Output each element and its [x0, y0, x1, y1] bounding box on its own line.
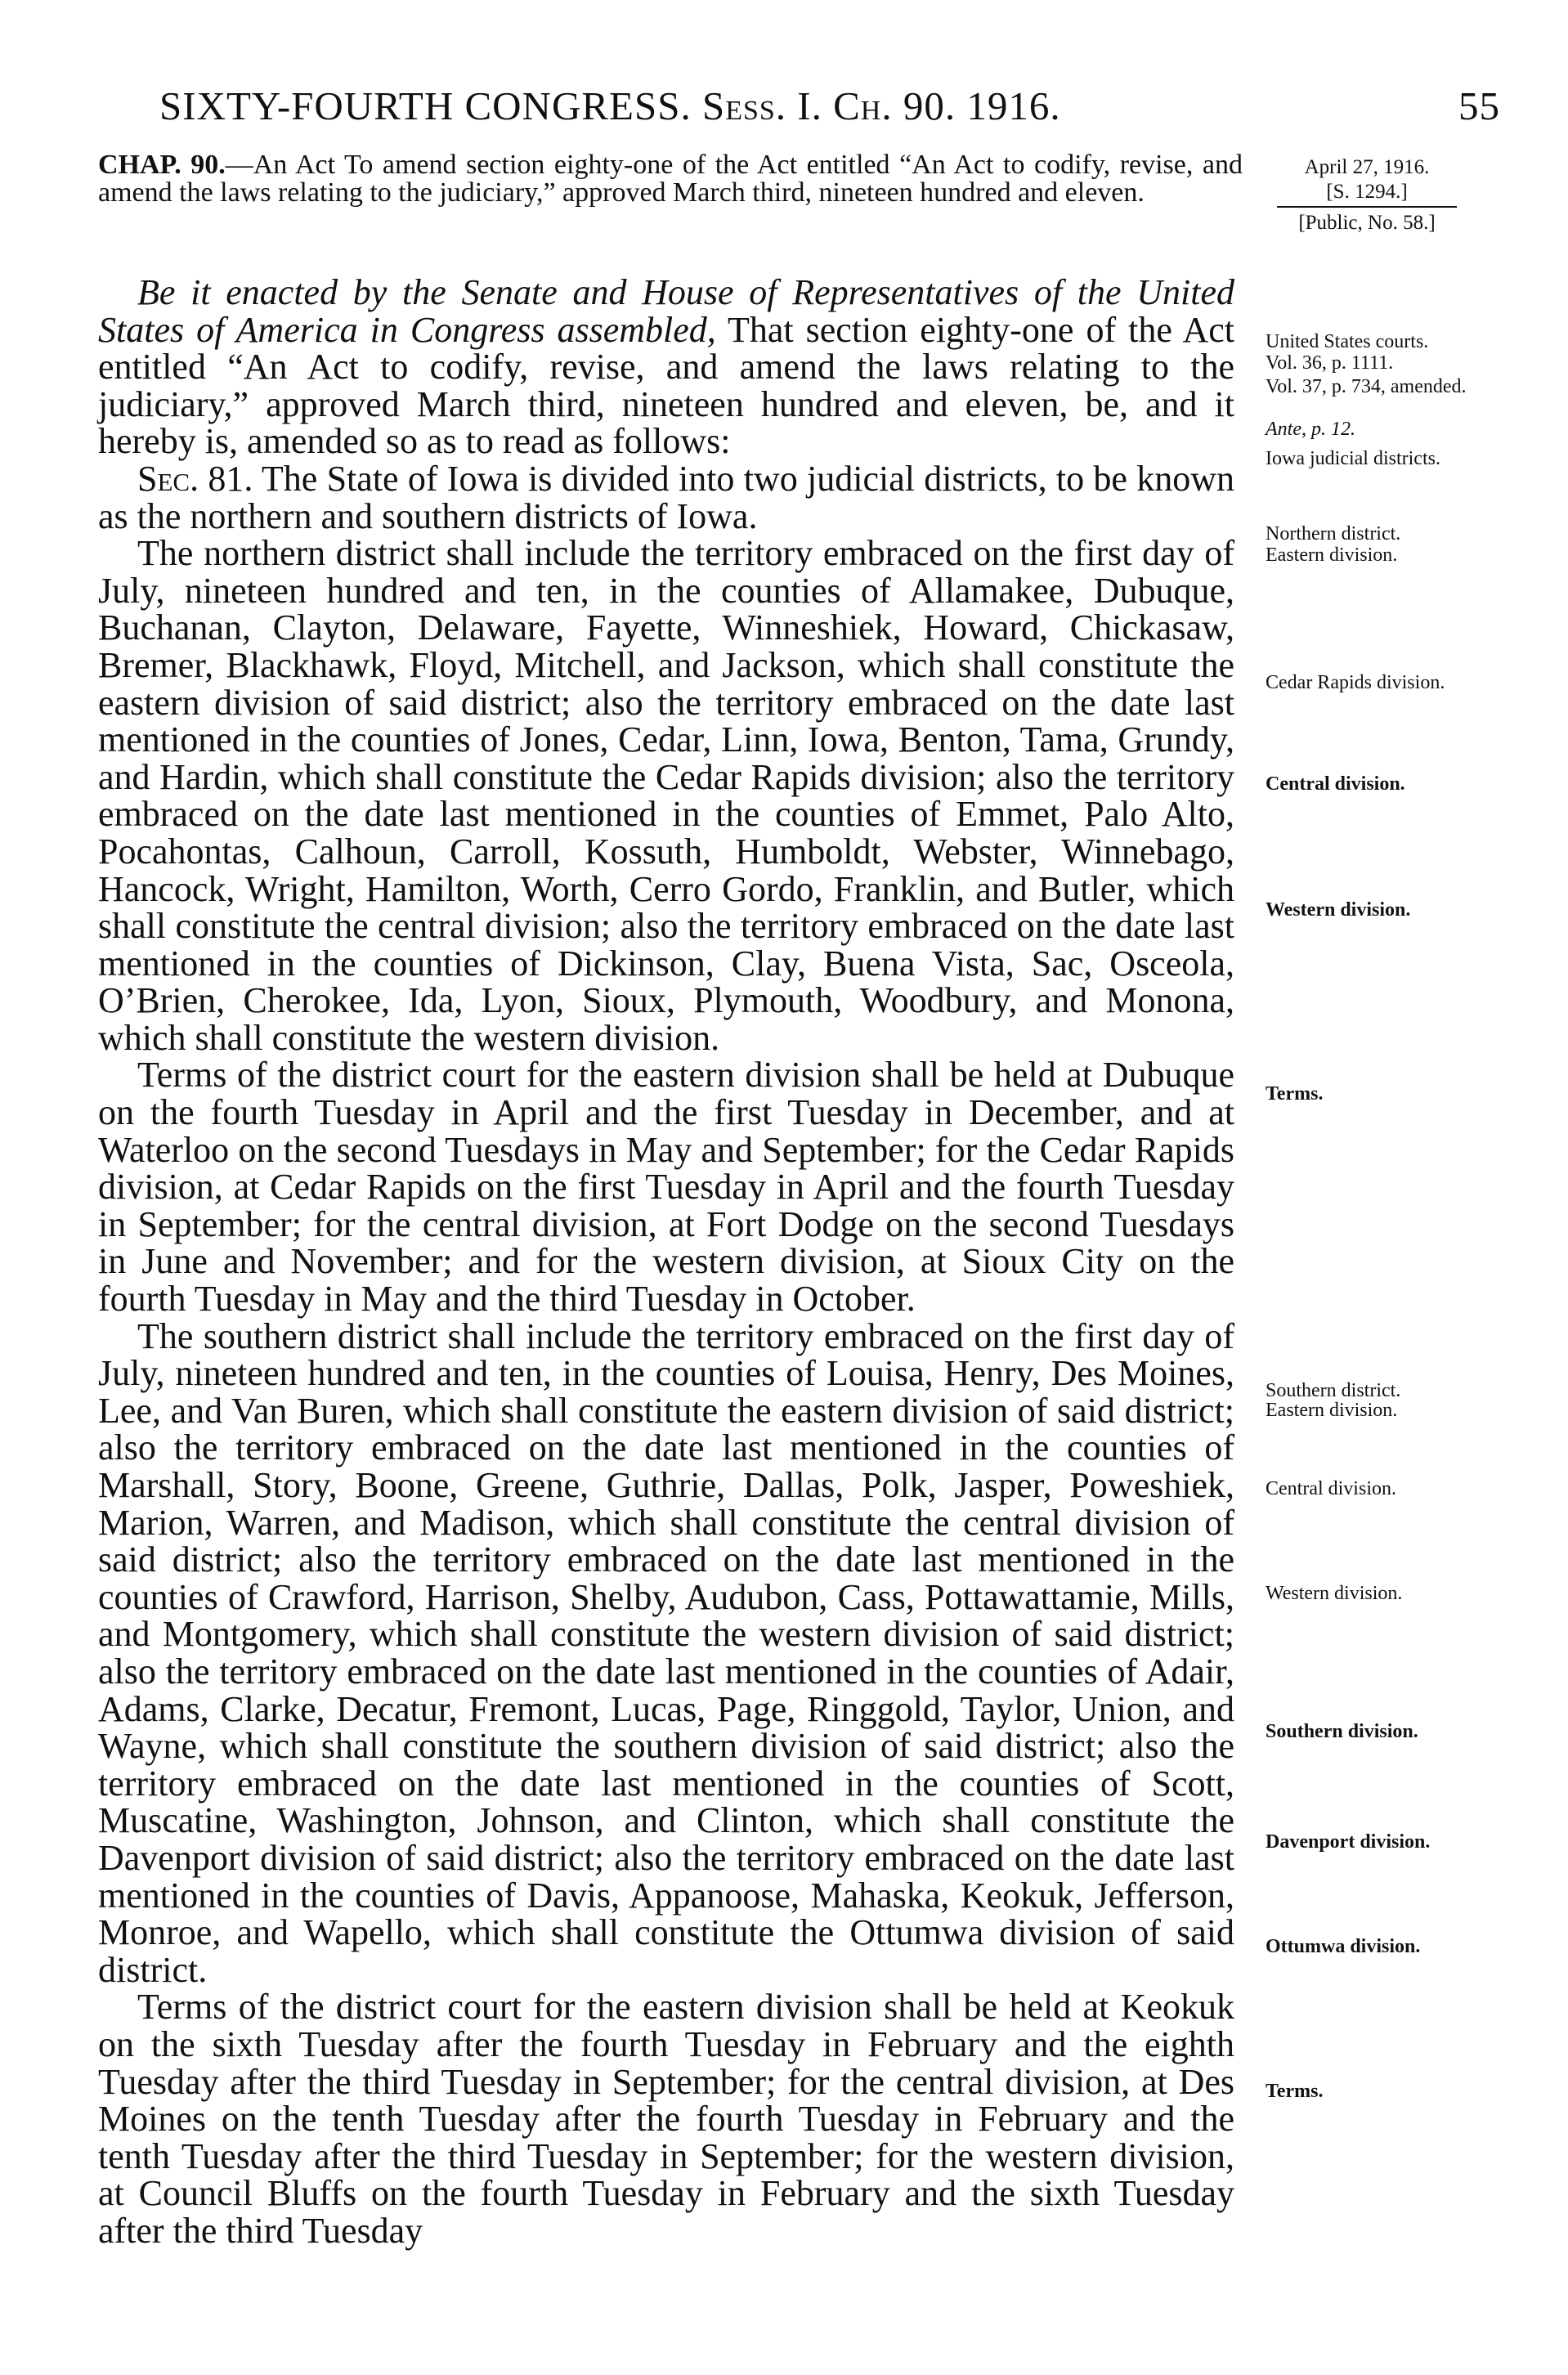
margin-note: Central division.	[1266, 773, 1405, 795]
chapter-title: —An Act To amend section eighty-one of the Act entitled “An Act to codify, revise, and amend the laws relating to the judiciary,” approved March third, nineteen hundred and eleven.	[98, 150, 1243, 208]
running-head-year: 1916.	[956, 83, 1061, 128]
chapter-sidenote	[1277, 155, 1457, 235]
chapter-bill: [S. 1294.]	[1326, 181, 1408, 203]
margin-note: Southern division.	[1266, 1721, 1418, 1742]
paragraph-northern-district: The northern district shall include the territory embraced on the first day of July, nineteen hundred and ten, in the counties of Allamakee, Dubuque, Buchanan, Clayton, Delaware, Fayette, Winneshiek, Howard, Chickasaw, Bremer, Blackhawk, Floyd, Mitchell, and Jackson, which shall constitute the eastern division of said district; also the territory embraced on the date last mentioned in the counties of Jones, Cedar, Linn, Iowa, Benton, Tama, Grundy, and Hardin, which shall constitute the Cedar Rapids division; also the territory embraced on the date last mentioned in the counties of Emmet, Palo Alto, Pocahontas, Calhoun, Carroll, Kossuth, Humboldt, Webster, Winnebago, Hancock, Wright, Hamilton, Worth, Cerro Gordo, Franklin, and Butler, which shall constitute the central division; also the territory embraced on the date last mentioned in the counties of Dickinson, Clay, Buena Vista, Sac, Osceola, O’Brien, Cherokee, Ida, Lyon, Sioux, Plymouth, Woodbury, and Monona, which shall constitute the western division.	[98, 533, 1234, 1058]
margin-note: Iowa judicial districts.	[1266, 448, 1440, 469]
enacting-clause-italic: Be it enacted by the Senate and House of Representatives of the United States of America in Congress assembled,	[98, 272, 1234, 350]
margin-note: Vol. 36, p. 1111.	[1266, 352, 1394, 374]
margin-note: Southern district.	[1266, 1380, 1401, 1401]
paragraph-southern-district: The southern district shall include the territory embraced on the first day of July, nineteen hundred and ten, in the counties of Louisa, Henry, Des Moines, Lee, and Van Buren, which shall constitute the eastern division of said district; also the territory embraced on the date last mentioned in the counties of Marshall, Story, Boone, Greene, Guthrie, Dallas, Polk, Jasper, Poweshiek, Marion, Warren, and Madison, which shall constitute the central division of said district; also the territory embraced on the date last mentioned in the counties of Crawford, Harrison, Shelby, Audubon, Cass, Pottawattamie, Mills, and Montgomery, which shall constitute the western division of said district; also the territory embraced on the date last mentioned in the counties of Adair, Adams, Clarke, Decatur, Fremont, Lucas, Page, Ringgold, Taylor, Union, and Wayne, which shall constitute the southern division of said district; also the territory embraced on the date last mentioned in the counties of Scott, Muscatine, Washington, Johnson, and Clinton, which shall constitute the Davenport division of said district; also the territory embraced on the date last mentioned in the counties of Davis, Appanoose, Mahaska, Keokuk, Jefferson, Monroe, and Wapello, which shall constitute the Ottumwa division of said district.	[98, 1315, 1234, 1990]
chapter-date: April 27, 1916.	[1304, 156, 1430, 178]
page-number: 55	[1458, 83, 1500, 128]
margin-note: Davenport division.	[1266, 1831, 1431, 1853]
section-label: Sec. 81.	[137, 458, 253, 499]
margin-note: Terms.	[1266, 2081, 1324, 2102]
section-81	[98, 460, 1234, 535]
running-head-session: Sess. I. Ch. 90.	[701, 83, 956, 128]
running-head	[159, 82, 1500, 131]
margin-note: United States courts.	[1266, 331, 1429, 352]
chapter-rule	[1277, 206, 1457, 208]
paragraph-terms-southern: Terms of the district court for the eastern division shall be held at Keokuk on the sixth Tuesday after the fourth Tuesday in February and the eighth Tuesday after the third Tuesday in September; for the central division, at Des Moines on the tenth Tuesday after the fourth Tuesday in February and the tenth Tuesday after the third Tuesday in September; for the western division, at Council Bluffs on the fourth Tuesday in February and the sixth Tuesday after the third Tuesday	[98, 1987, 1234, 2251]
chapter-label: CHAP. 90.	[98, 150, 226, 180]
margin-note: Eastern division.	[1266, 544, 1398, 566]
margin-note: Northern district.	[1266, 523, 1401, 544]
margin-note: Ottumwa division.	[1266, 1936, 1421, 1957]
chapter-heading	[98, 151, 1243, 207]
margin-note: Terms.	[1266, 1083, 1324, 1105]
enacting-clause-text: That section eighty-one of the Act entitled “An Act to codify, revise, and amend the laws relating to the judiciary,” approved March third, nineteen hundred and eleven, be, and it hereby is, amended so as to read as follows:	[98, 309, 1234, 462]
margin-note: Cedar Rapids division.	[1266, 672, 1445, 693]
chapter-public-law: [Public, No. 58.]	[1298, 212, 1436, 234]
section-text: The State of Iowa is divided into two judicial districts, to be known as the northern and southern districts of Iowa.	[98, 458, 1234, 536]
margin-note: Western division.	[1266, 899, 1411, 921]
margin-note: Vol. 37, p. 734, amended.	[1266, 376, 1467, 397]
margin-note: Central division.	[1266, 1478, 1396, 1499]
act-body	[98, 274, 1234, 2249]
margin-note: Eastern division.	[1266, 1400, 1398, 1421]
enacting-clause	[98, 274, 1234, 460]
paragraph-terms-northern: Terms of the district court for the eastern division shall be held at Dubuque on the fourth Tuesday in April and the first Tuesday in December, and at Waterloo on the second Tuesdays in May and September; for the Cedar Rapids division, at Cedar Rapids on the first Tuesday in April and the fourth Tuesday in September; for the central division, at Fort Dodge on the second Tuesdays in June and November; and for the western division, at Sioux City on the fourth Tuesday in May and the third Tuesday in October.	[98, 1055, 1234, 1320]
running-head-title: SIXTY-FOURTH CONGRESS.	[159, 83, 702, 128]
margin-note: Western division.	[1266, 1583, 1403, 1604]
margin-note: Ante, p. 12.	[1266, 419, 1355, 440]
